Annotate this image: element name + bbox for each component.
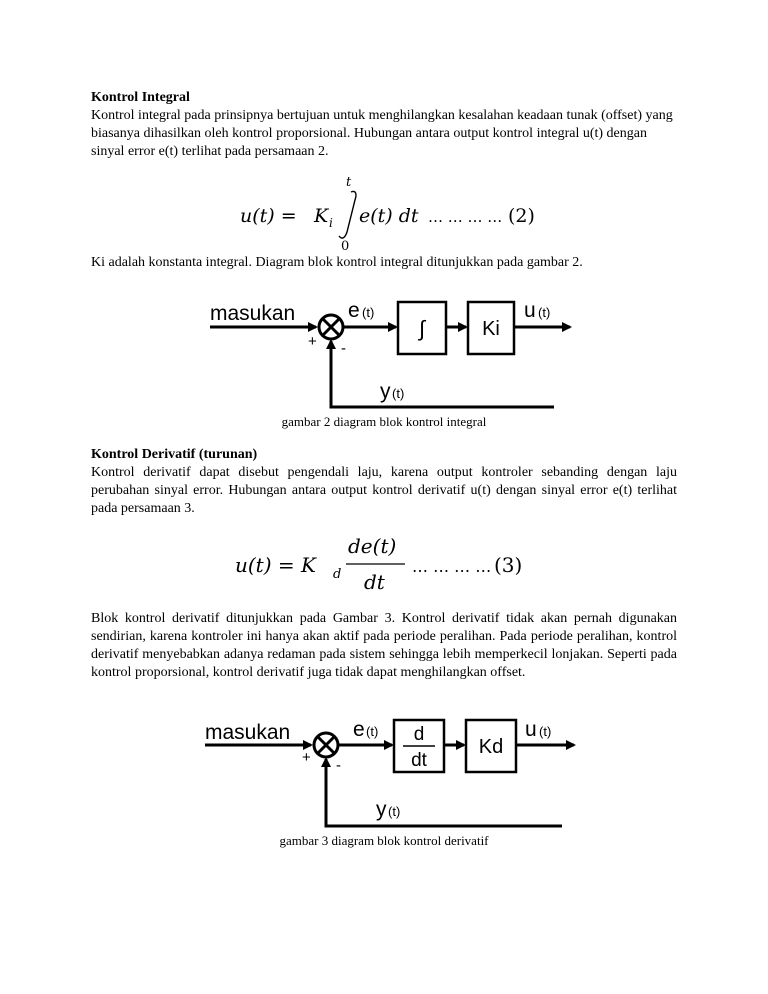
eq2-lower-limit: 0 — [341, 239, 350, 252]
paragraph-derivative-detail: Blok kontrol derivatif ditunjukkan pada Gambar 3. Kontrol derivatif tidak akan pernah digunakan sendirian, karena kontroler ini hanya akan aktif pada periode peralihan. Pada periode peralihan, kontrol derivatif menyebabkan adanya redaman pada sistem sehingga lebih memperkecil lonjakan. Seperti pada kontrol proporsional, kontrol derivatif juga tidak dapat menghilangkan offset. — [91, 611, 677, 680]
paragraph-integral-intro: Kontrol integral pada prinsipnya bertujuan untuk menghilangkan kesalahan keadaan tunak (offset) yang biasanya dihasilkan oleh kontrol proporsional. Hubungan antara output kontrol integral u(t) dengan sinyal error e(t) terlihat pada persamaan 2. — [91, 108, 673, 159]
eq3-numerator: de(t) — [348, 534, 397, 558]
diagram2-error-label: e — [348, 299, 360, 322]
diagram3-output-sub: (t) — [539, 724, 552, 739]
diagram3-input-label: masukan — [205, 721, 291, 744]
diagram2-minus-sign: - — [341, 340, 346, 357]
diagram3-feedback-label: y — [376, 798, 387, 821]
section-heading-integral: Kontrol Integral — [91, 90, 190, 105]
integral-sign-icon — [339, 191, 356, 238]
document-page — [91, 89, 677, 161]
diagram2-feedback-label: y — [380, 380, 391, 403]
ki-gain-label: Ki — [482, 318, 500, 340]
eq3-gain-sub: d — [333, 567, 342, 582]
diagram2-output-sub: (t) — [538, 305, 551, 320]
paragraph-derivative-intro: Kontrol derivatif dapat disebut pengendali laju, karena output kontroler sebanding dengan laju perubahan sinyal error. Hubungan antara output kontrol derivatif u(t) dengan sinyal error e(t) terlihat pada persamaan 3. — [91, 465, 677, 516]
diagram2-output-label: u — [524, 299, 536, 322]
eq2-dots: … … … … — [428, 208, 503, 226]
figure-2-caption: gambar 2 diagram blok kontrol integral — [281, 414, 487, 429]
eq3-number: (3) — [494, 553, 523, 577]
equation-2 — [230, 170, 560, 252]
eq2-lhs: u(t) = — [240, 205, 297, 227]
integrator-symbol: ∫ — [418, 316, 426, 341]
eq2-integrand: e(t) dt — [359, 205, 419, 227]
block-diagram-derivative — [200, 712, 580, 832]
diagram3-output-label: u — [525, 718, 537, 741]
summing-junction-icon — [319, 315, 343, 339]
section-heading-derivative: Kontrol Derivatif (turunan) — [91, 447, 258, 462]
diagram3-minus-sign: - — [336, 757, 341, 774]
diagram2-input-label: masukan — [210, 302, 296, 325]
diagram3-error-sub: (t) — [366, 724, 379, 739]
diagram2-error-sub: (t) — [362, 305, 375, 320]
eq3-lhs: u(t) = K — [235, 553, 316, 577]
eq2-number: (2) — [508, 205, 535, 227]
figure-3-caption: gambar 3 diagram blok kontrol derivatif — [279, 833, 489, 848]
diagram3-feedback-sub: (t) — [388, 804, 401, 819]
diagram3-plus-sign: + — [302, 749, 311, 766]
paragraph-ki-definition: Ki adalah konstanta integral. Diagram blok kontrol integral ditunjukkan pada gambar 2. — [91, 255, 583, 270]
section-derivative — [91, 446, 677, 518]
diagram2-feedback-sub: (t) — [392, 386, 405, 401]
eq2-gain-sub: i — [329, 216, 333, 230]
eq3-denominator: dt — [364, 570, 385, 594]
eq2-gain: K — [314, 205, 329, 227]
equation-3 — [230, 530, 550, 598]
block-diagram-integral — [200, 290, 580, 412]
derivative-denominator: dt — [411, 750, 427, 771]
eq2-upper-limit: t — [346, 175, 352, 190]
kd-gain-label: Kd — [478, 736, 504, 758]
diagram2-plus-sign: + — [308, 333, 317, 350]
diagram3-error-label: e — [353, 718, 365, 741]
summing-junction-icon — [314, 733, 338, 757]
derivative-numerator: d — [413, 724, 425, 745]
eq3-dots: … … … … — [412, 557, 492, 576]
